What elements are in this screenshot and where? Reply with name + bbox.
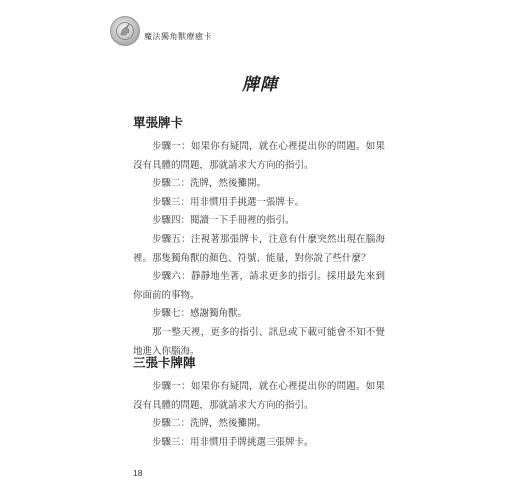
- running-header: [110, 14, 212, 48]
- section-single-card: [133, 114, 385, 361]
- step-paragraph: 步驟一：如果你有疑問，就在心裡提出你的問題。如果沒有具體的問題，那就請求大方向的指引。: [133, 381, 385, 411]
- step-paragraph: 步驟三：用非慣用手挑選一張牌卡。: [152, 196, 305, 208]
- step-paragraph: 步驟二：洗牌，然後攤開。: [152, 178, 267, 190]
- section-heading: 三張卡牌陣: [133, 355, 196, 370]
- step-paragraph: 步驟三：用非慣用手牌挑選三張牌卡。: [152, 436, 314, 448]
- step-paragraph: 步驟五：注視著那張牌卡，注意有什麼突然出現在腦海裡。那隻獨角獸的顏色、符號、能量，對你說了些什麼？: [133, 233, 385, 264]
- running-title: 魔法獨角獸療癒卡: [144, 31, 212, 41]
- section-three-card-spread: [133, 354, 385, 452]
- step-paragraph: 步驟六：靜靜地坐著，請求更多的指引。採用最先來到你面前的事物。: [133, 271, 385, 301]
- closing-paragraph: 那一整天裡，更多的指引、訊息或下載可能會不知不覺地進入你腦海。: [133, 326, 385, 357]
- step-paragraph: 步驟二：洗牌，然後攤開。: [152, 418, 267, 430]
- step-paragraph: 步驟七：感謝獨角獸。: [152, 308, 248, 320]
- page-title: 牌陣: [242, 75, 278, 95]
- step-paragraph: 步驟四：閱讀一下手冊裡的指引。: [152, 215, 295, 227]
- section-heading: 單張牌卡: [133, 115, 184, 130]
- step-paragraph: 步驟一：如果你有疑問，就在心裡提出你的問題。如果沒有具體的問題，那就請求大方向的指引。: [133, 141, 385, 171]
- unicorn-emblem-icon: [110, 16, 140, 46]
- page-number: 18: [133, 468, 143, 478]
